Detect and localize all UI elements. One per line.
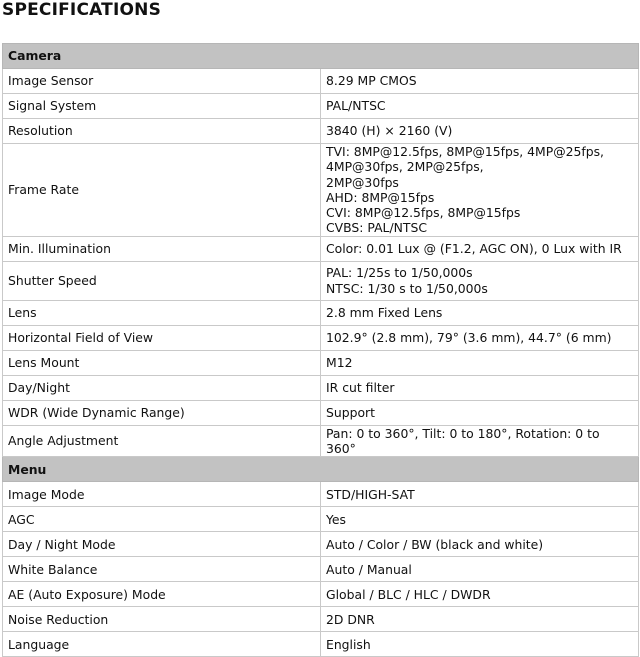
table-row <box>3 119 639 144</box>
table-row <box>3 69 639 94</box>
value-line: CVI: 8MP@12.5fps, 8MP@15fps <box>326 205 521 221</box>
table-row <box>3 300 639 325</box>
row-label: Day/Night <box>3 375 321 400</box>
value-line: Support <box>326 405 375 421</box>
row-value <box>321 119 639 144</box>
value-line: Global / BLC / HLC / DWDR <box>326 586 491 602</box>
row-value <box>321 582 639 607</box>
row-value <box>321 607 639 632</box>
value-line: 2D DNR <box>326 611 375 627</box>
row-label: Signal System <box>3 94 321 119</box>
table-row <box>3 507 639 532</box>
row-label: Shutter Speed <box>3 261 321 300</box>
table-row <box>3 350 639 375</box>
section-header-menu <box>3 457 639 482</box>
row-label: Image Sensor <box>3 69 321 94</box>
row-value <box>321 632 639 657</box>
page-title: SPECIFICATIONS <box>2 0 162 20</box>
value-line: AHD: 8MP@15fps <box>326 189 435 205</box>
row-value <box>321 144 639 237</box>
row-label: Min. Illumination <box>3 236 321 261</box>
section-title: Menu <box>3 457 639 482</box>
value-line: Auto / Color / BW (black and white) <box>326 536 544 552</box>
row-value <box>321 507 639 532</box>
table-row <box>3 236 639 261</box>
value-line: 8.29 MP CMOS <box>326 73 417 89</box>
row-label: Horizontal Field of View <box>3 325 321 350</box>
row-label: Image Mode <box>3 482 321 507</box>
value-line: 2.8 mm Fixed Lens <box>326 305 443 321</box>
row-value <box>321 350 639 375</box>
row-value <box>321 482 639 507</box>
row-value <box>321 325 639 350</box>
row-label: Angle Adjustment <box>3 425 321 457</box>
value-line: Auto / Manual <box>326 561 412 577</box>
row-value <box>321 69 639 94</box>
table-row <box>3 261 639 300</box>
table-row <box>3 144 639 237</box>
row-label: Lens Mount <box>3 350 321 375</box>
value-line: M12 <box>326 355 353 371</box>
row-label: White Balance <box>3 557 321 582</box>
row-label: Frame Rate <box>3 144 321 237</box>
table-row <box>3 325 639 350</box>
row-value <box>321 425 639 457</box>
value-line: Pan: 0 to 360°, Tilt: 0 to 180°, Rotation: 0 to 360° <box>326 425 600 457</box>
table-row <box>3 425 639 457</box>
row-label: Lens <box>3 300 321 325</box>
row-label: AGC <box>3 507 321 532</box>
table-row <box>3 375 639 400</box>
table-row <box>3 607 639 632</box>
value-line: PAL/NTSC <box>326 98 386 114</box>
table-row <box>3 582 639 607</box>
value-line: NTSC: 1/30 s to 1/50,000s <box>326 280 488 296</box>
row-value <box>321 236 639 261</box>
row-value <box>321 400 639 425</box>
row-value <box>321 557 639 582</box>
value-line: CVBS: PAL/NTSC <box>326 220 427 236</box>
row-value <box>321 532 639 557</box>
value-line: Color: 0.01 Lux @ (F1.2, AGC ON), 0 Lux with IR <box>326 241 622 257</box>
value-line: 3840 (H) × 2160 (V) <box>326 123 453 139</box>
value-line: PAL: 1/25s to 1/50,000s <box>326 265 473 281</box>
row-label: Resolution <box>3 119 321 144</box>
value-line: STD/HIGH-SAT <box>326 486 415 502</box>
value-line: 102.9° (2.8 mm), 79° (3.6 mm), 44.7° (6 mm) <box>326 330 612 346</box>
row-label: WDR (Wide Dynamic Range) <box>3 400 321 425</box>
row-label: Language <box>3 632 321 657</box>
spec-table <box>2 43 639 657</box>
table-row <box>3 557 639 582</box>
value-line: English <box>326 636 371 652</box>
section-header-camera <box>3 44 639 69</box>
table-row <box>3 532 639 557</box>
table-row <box>3 482 639 507</box>
value-line: IR cut filter <box>326 380 395 396</box>
value-line: 2MP@30fps <box>326 174 399 190</box>
row-value <box>321 261 639 300</box>
row-value <box>321 375 639 400</box>
value-line: Yes <box>326 511 347 527</box>
row-label: AE (Auto Exposure) Mode <box>3 582 321 607</box>
row-label: Day / Night Mode <box>3 532 321 557</box>
row-value <box>321 94 639 119</box>
row-value <box>321 300 639 325</box>
section-title: Camera <box>3 44 639 69</box>
value-line: TVI: 8MP@12.5fps, 8MP@15fps, 4MP@25fps, 4MP@30fps, 2MP@25fps, <box>326 144 604 175</box>
table-row <box>3 632 639 657</box>
row-label: Noise Reduction <box>3 607 321 632</box>
table-row <box>3 400 639 425</box>
table-row <box>3 94 639 119</box>
